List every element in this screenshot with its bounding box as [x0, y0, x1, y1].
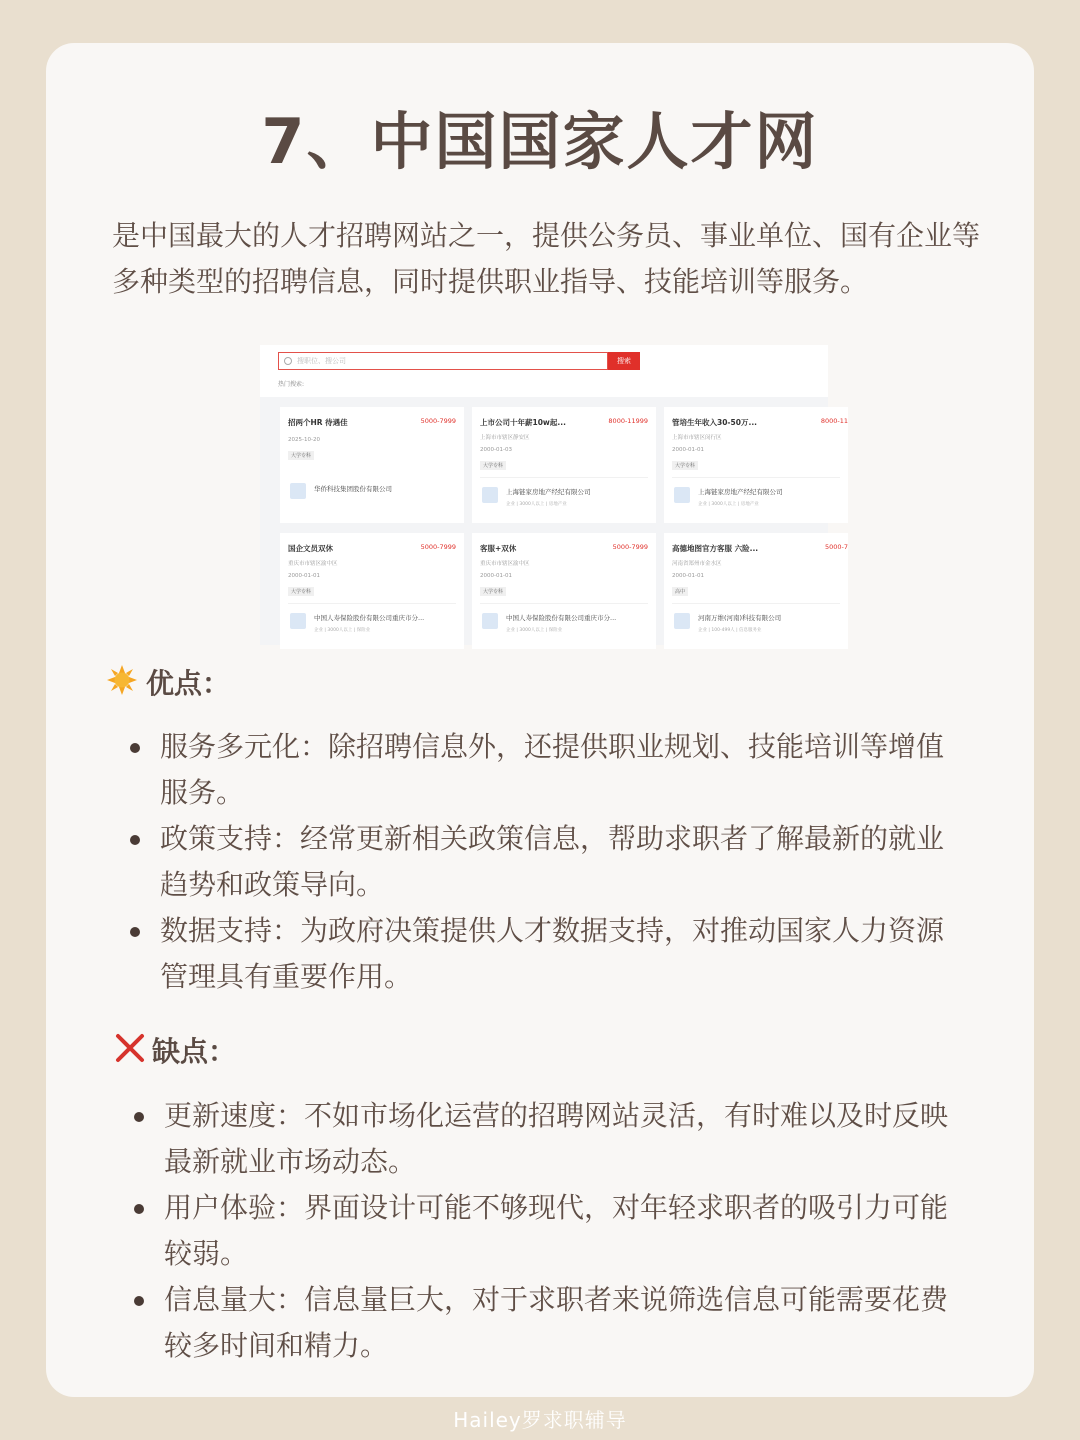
job-card[interactable]: [472, 533, 656, 649]
company-name: 河南万维(河南)科技有限公司: [698, 614, 782, 622]
hot-search-label: 热门搜索:: [278, 381, 305, 388]
screenshot-header: [260, 345, 828, 397]
job-date: 2000-01-01: [672, 573, 704, 579]
job-salary: 5000-7999: [612, 543, 648, 551]
divider: [672, 477, 840, 478]
search-input[interactable]: [278, 352, 608, 370]
job-tag: 大学专科: [480, 461, 506, 470]
job-title: 上市公司十年薪10w起...: [480, 418, 566, 427]
search-placeholder: 搜职位、搜公司: [297, 357, 346, 365]
job-title: 高德地图官方客服 六险...: [672, 544, 759, 553]
sun-icon: [106, 664, 138, 696]
job-title: 管培生年收入30-50万...: [672, 418, 758, 427]
company-info: 企业 | 3000人以上 | 房地产业: [698, 502, 759, 507]
divider: [480, 477, 648, 478]
company-name: 中国人寿保险股份有限公司重庆市分...: [314, 614, 425, 622]
company-logo-icon: [290, 483, 306, 499]
job-tag: 大学专科: [480, 587, 506, 596]
page-title: 7、中国国家人才网: [261, 105, 819, 178]
footer-watermark: Hailey罗求职辅导: [453, 1408, 627, 1432]
job-date: 2025-10-20: [288, 437, 320, 443]
job-tag: 大学专科: [288, 587, 314, 596]
job-location: 重庆市市辖区渝中区: [480, 561, 530, 567]
job-card[interactable]: [664, 533, 848, 649]
job-card[interactable]: [664, 407, 848, 523]
cons-list: [134, 1093, 974, 1369]
company-info: 企业 | 100-499人 | 信息服务业: [698, 628, 762, 633]
job-card[interactable]: [472, 407, 656, 523]
job-location: 河南省郑州市金水区: [672, 561, 722, 567]
job-date: 2000-01-01: [480, 573, 512, 579]
company-logo-icon: [482, 613, 498, 629]
job-salary: 8000-11999: [608, 417, 648, 425]
job-tag: 大学专科: [672, 461, 698, 470]
divider: [480, 603, 648, 604]
job-title: 招两个HR 待遇佳: [288, 418, 348, 427]
job-tag: 大学专科: [288, 451, 314, 460]
company-logo-icon: [674, 613, 690, 629]
job-card[interactable]: [280, 407, 464, 523]
list-item: 信息量大：信息量巨大，对于求职者来说筛选信息可能需要花费较多时间和精力。: [134, 1277, 974, 1369]
job-salary: 5000-7: [824, 543, 848, 551]
job-location: 上海市市辖区静安区: [480, 435, 530, 441]
job-salary: 8000-11: [820, 417, 848, 425]
company-name: 上海链家房地产经纪有限公司: [698, 488, 783, 496]
company-name: 中国人寿保险股份有限公司重庆市分...: [506, 614, 617, 622]
job-date: 2000-01-01: [288, 573, 320, 579]
divider: [288, 603, 456, 604]
cross-icon: [114, 1032, 146, 1064]
company-name: 华侨科技集团股份有限公司: [314, 485, 392, 493]
company-logo-icon: [290, 613, 306, 629]
job-date: 2000-01-03: [480, 447, 512, 453]
job-tag: 高中: [672, 587, 688, 596]
list-item: 用户体验：界面设计可能不够现代，对年轻求职者的吸引力可能较弱。: [134, 1185, 974, 1277]
job-date: 2000-01-01: [672, 447, 704, 453]
list-item: 服务多元化：除招聘信息外，还提供职业规划、技能培训等增值服务。: [130, 724, 970, 816]
list-item: 政策支持：经常更新相关政策信息，帮助求职者了解最新的就业趋势和政策导向。: [130, 816, 970, 908]
cons-heading: 缺点：: [152, 1035, 237, 1068]
job-title: 客服+双休: [480, 544, 517, 553]
job-salary: 5000-7999: [420, 417, 456, 425]
pros-heading: 优点：: [146, 667, 231, 700]
website-screenshot: [260, 345, 848, 645]
job-salary: 5000-7999: [420, 543, 456, 551]
search-icon: [284, 357, 292, 365]
list-item: 数据支持：为政府决策提供人才数据支持，对推动国家人力资源管理具有重要作用。: [130, 908, 970, 1000]
job-location: 上海市市辖区闵行区: [672, 435, 722, 441]
company-name: 上海链家房地产经纪有限公司: [506, 488, 591, 496]
company-info: 企业 | 3000人以上 | 保险业: [506, 628, 563, 633]
pros-list: [130, 724, 970, 1000]
company-info: 企业 | 3000人以上 | 房地产业: [506, 502, 567, 507]
company-logo-icon: [482, 487, 498, 503]
company-info: 企业 | 3000人以上 | 保险业: [314, 628, 371, 633]
list-item: 更新速度：不如市场化运营的招聘网站灵活，有时难以及时反映最新就业市场动态。: [134, 1093, 974, 1185]
job-location: 重庆市市辖区渝中区: [288, 561, 338, 567]
company-logo-icon: [674, 487, 690, 503]
job-title: 国企文员双休: [288, 544, 333, 553]
intro-paragraph: 是中国最大的人才招聘网站之一，提供公务员、事业单位、国有企业等多种类型的招聘信息，同时提供职业指导、技能培训等服务。: [112, 219, 981, 298]
job-card[interactable]: [280, 533, 464, 649]
divider: [672, 603, 840, 604]
search-button[interactable]: 搜索: [608, 352, 640, 370]
